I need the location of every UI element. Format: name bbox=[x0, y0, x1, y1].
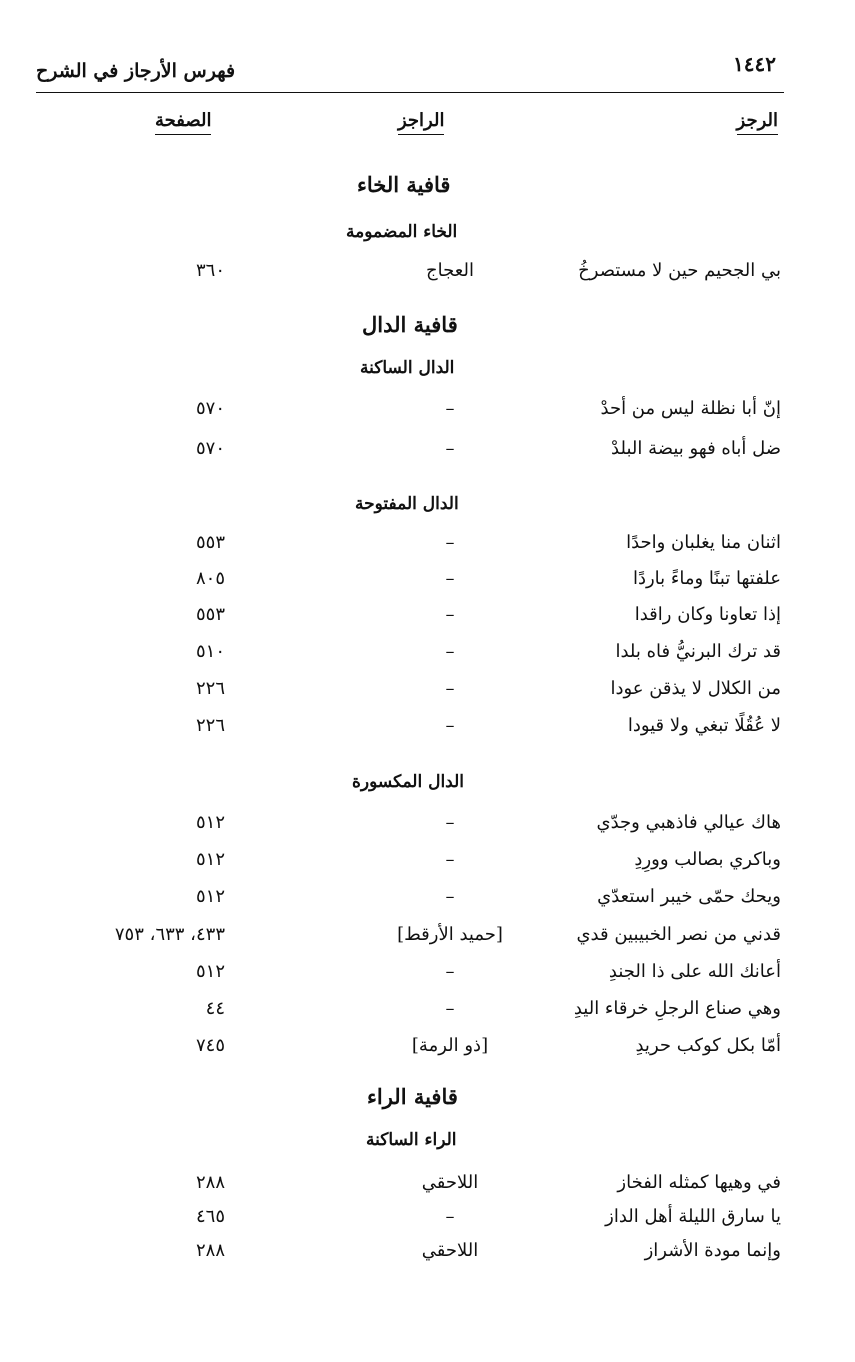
table-row bbox=[0, 1240, 855, 1272]
page-ref: ٥١٢ bbox=[195, 812, 225, 833]
poet-name: – bbox=[445, 849, 455, 870]
page-ref: ٥١٢ bbox=[195, 849, 225, 870]
poet-name: – bbox=[445, 568, 455, 589]
poet-name: – bbox=[445, 1206, 455, 1227]
page-ref: ٥٥٣ bbox=[195, 604, 225, 625]
poet-name: اللاحقي bbox=[421, 1172, 479, 1193]
verse-text: إذا تعاونا وكان راقدا bbox=[634, 604, 781, 625]
page-ref: ٤٣٣، ٦٣٣، ٧٥٣ bbox=[114, 924, 225, 945]
table-row bbox=[0, 1035, 855, 1067]
document-page: ١٤٤٢ فهرس الأرجاز في الشرح الرجز الراجز الصفحة قافية الخاء الخاء المضمومة بي الجحيم حين لا مستصرخُ العجاج ٣٦٠ قافية الدال الدال الساكنة إنّ أبا نظلة ليس من أحدْ – ٥٧٠ ضل أباه فهو بيضة البلدْ – ٥٧٠ الدال المفتوحة اثنان منا يغلبان واحدًا – ٥٥٣ علفتها تبنًا وماءً باردًا – ٨٠٥ إذا تعاونا وكان راقدا – ٥٥٣ قد ترك البرنيُّ فاه بلدا – ٥١٠ من الكلال لا يذقن عودا – ٢٢٦ لا عُقُلًا تبغي ولا قيودا – ٢٢٦ الدال المكسورة هاك عيالي فاذهبي وجدّي – ٥١٢ وباكري بصالب وورِدِ – ٥١٢ ويحك حمّى خيبر استعدّي – ٥١٢ قدني من نصر الخبيبين قدي [حميد الأرقط] ٤٣٣، ٦٣٣، ٧٥٣ أعانك الله على ذا الجندِ – ٥١٢ وهي صناع الرجلِ خرقاء اليدِ – ٤٤ أمّا بكل كوكب حريدِ [ذو الرمة] ٧٤٥ قافية الراء الراء الساكنة في وهيها كمثله الفخاز اللاحقي ٢٨٨ يا سارق الليلة أهل الداز – ٤٦٥ وإنما مودة الأشراز اللاحقي ٢٨٨ bbox=[0, 0, 855, 1362]
table-row bbox=[0, 1172, 855, 1204]
page-ref: ٨٠٥ bbox=[195, 568, 225, 589]
page-ref: ٢٨٨ bbox=[195, 1240, 225, 1261]
table-row bbox=[0, 532, 855, 564]
table-row bbox=[0, 812, 855, 844]
page-ref: ٥١٢ bbox=[195, 886, 225, 907]
poet-name: – bbox=[445, 961, 455, 982]
verse-text: اثنان منا يغلبان واحدًا bbox=[626, 532, 781, 553]
poet-name: – bbox=[445, 604, 455, 625]
verse-text: إنّ أبا نظلة ليس من أحدْ bbox=[600, 398, 781, 419]
running-header bbox=[36, 52, 784, 93]
poet-name: – bbox=[445, 438, 455, 459]
poet-name: العجاج bbox=[426, 260, 474, 281]
table-row bbox=[0, 924, 855, 956]
poet-name: – bbox=[445, 812, 455, 833]
table-row bbox=[0, 604, 855, 636]
poet-name: – bbox=[445, 532, 455, 553]
page-number: ١٤٤٢ bbox=[733, 52, 776, 76]
table-row bbox=[0, 398, 855, 430]
poet-name: – bbox=[445, 398, 455, 419]
poet-name: [ذو الرمة] bbox=[411, 1035, 489, 1056]
table-row bbox=[0, 1206, 855, 1238]
column-header-verse: الرجز bbox=[737, 110, 778, 135]
verse-text: أعانك الله على ذا الجندِ bbox=[608, 961, 781, 982]
verse-text: ويحك حمّى خيبر استعدّي bbox=[597, 886, 781, 907]
page-ref: ٥٥٣ bbox=[195, 532, 225, 553]
table-row bbox=[0, 438, 855, 470]
poet-name: [حميد الأرقط] bbox=[397, 924, 503, 945]
page-ref: ٢٢٦ bbox=[195, 678, 225, 699]
verse-text: ضل أباه فهو بيضة البلدْ bbox=[611, 438, 781, 459]
poet-name: – bbox=[445, 678, 455, 699]
verse-text: في وهيها كمثله الفخاز bbox=[617, 1172, 781, 1193]
page-ref: ٤٤ bbox=[205, 998, 225, 1019]
table-row bbox=[0, 961, 855, 993]
verse-text: لا عُقُلًا تبغي ولا قيودا bbox=[627, 715, 781, 736]
table-row bbox=[0, 886, 855, 918]
table-row bbox=[0, 260, 855, 292]
poet-name: – bbox=[445, 998, 455, 1019]
verse-text: وهي صناع الرجلِ خرقاء اليدِ bbox=[573, 998, 781, 1019]
page-ref: ٣٦٠ bbox=[195, 260, 225, 281]
table-row bbox=[0, 641, 855, 673]
running-title: فهرس الأرجاز في الشرح bbox=[36, 60, 236, 82]
table-row bbox=[0, 715, 855, 747]
poet-name: اللاحقي bbox=[421, 1240, 479, 1261]
column-header-poet: الراجز bbox=[398, 110, 444, 135]
verse-text: قد ترك البرنيُّ فاه بلدا bbox=[615, 641, 781, 662]
page-ref: ٢٢٦ bbox=[195, 715, 225, 736]
poet-name: – bbox=[445, 641, 455, 662]
table-row bbox=[0, 568, 855, 600]
verse-text: بي الجحيم حين لا مستصرخُ bbox=[578, 260, 781, 281]
page-ref: ٢٨٨ bbox=[195, 1172, 225, 1193]
verse-text: يا سارق الليلة أهل الداز bbox=[605, 1206, 781, 1227]
column-header-page: الصفحة bbox=[155, 110, 211, 135]
page-ref: ٥٧٠ bbox=[195, 398, 225, 419]
table-row bbox=[0, 849, 855, 881]
verse-text: أمّا بكل كوكب حريدِ bbox=[635, 1035, 781, 1056]
verse-text: قدني من نصر الخبيبين قدي bbox=[576, 924, 781, 945]
page-ref: ٥١٠ bbox=[195, 641, 225, 662]
poet-name: – bbox=[445, 715, 455, 736]
verse-text: وباكري بصالب وورِدِ bbox=[634, 849, 781, 870]
table-row bbox=[0, 998, 855, 1030]
page-ref: ٧٤٥ bbox=[195, 1035, 225, 1056]
page-ref: ٥٧٠ bbox=[195, 438, 225, 459]
table-row bbox=[0, 678, 855, 710]
verse-text: وإنما مودة الأشراز bbox=[644, 1240, 781, 1261]
verse-text: من الكلال لا يذقن عودا bbox=[610, 678, 781, 699]
verse-text: هاك عيالي فاذهبي وجدّي bbox=[596, 812, 781, 833]
verse-text: علفتها تبنًا وماءً باردًا bbox=[632, 568, 781, 589]
page-ref: ٥١٢ bbox=[195, 961, 225, 982]
page-ref: ٤٦٥ bbox=[195, 1206, 225, 1227]
poet-name: – bbox=[445, 886, 455, 907]
